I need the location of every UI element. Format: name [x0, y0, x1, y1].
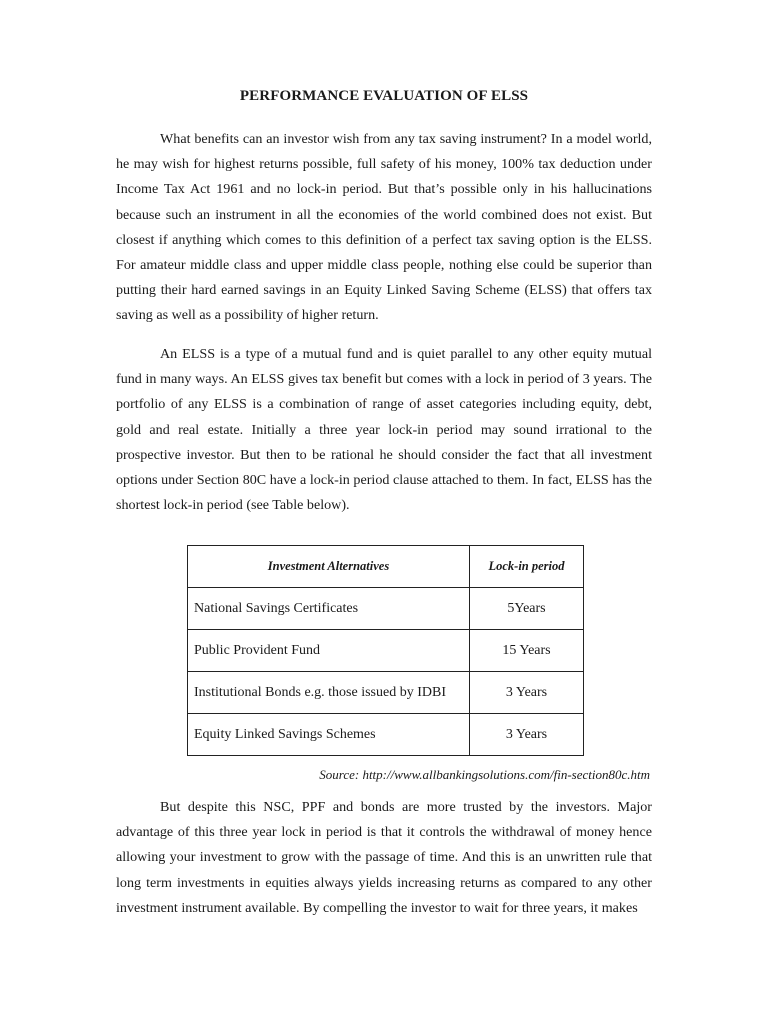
- table-row: [188, 630, 584, 672]
- paragraph-2: An ELSS is a type of a mutual fund and is quiet parallel to any other equity mutual fund in many ways. An ELSS gives tax benefit but comes with a lock in period of 3 years. The portfolio of any ELSS is a combination of range of asset categories including equity, debt, gold and real estate. Initially a three year lock-in period may sound irrational to the prospective investor. But then to be rational he should consider the fact that all investment options under Section 80C have a lock-in period clause attached to them. In fact, ELSS has the shortest lock-in period (see Table below).: [116, 346, 652, 514]
- lock-in-table-container: [187, 545, 584, 756]
- table-row: [188, 588, 584, 630]
- table-header-row: [188, 546, 584, 588]
- cell-lock-in: 15 Years: [470, 630, 584, 672]
- table-row: [188, 714, 584, 756]
- cell-alternative: Equity Linked Savings Schemes: [188, 714, 470, 756]
- cell-lock-in: 5Years: [470, 588, 584, 630]
- lock-in-table: [187, 545, 584, 756]
- table-source-caption: Source: http://www.allbankingsolutions.com/fin-section80c.htm: [319, 767, 650, 782]
- cell-alternative: Institutional Bonds e.g. those issued by IDBI: [188, 672, 470, 714]
- cell-lock-in: 3 Years: [470, 714, 584, 756]
- paragraph-3: But despite this NSC, PPF and bonds are more trusted by the investors. Major advantage of this three year lock in period is that it controls the withdrawal of money hence allowing your investment to grow with the passage of time. And this is an unwritten rule that long term investments in equities always yields increasing returns as compared to any other investment instrument available. By compelling the investor to wait for three years, it makes: [116, 799, 652, 916]
- paragraph-1: What benefits can an investor wish from any tax saving instrument? In a model world, he may wish for highest returns possible, full safety of his money, 100% tax deduction under Income Tax Act 1961 and no lock-in period. But that’s possible only in his hallucinations because such an instrument in all the economies of the world combined does not exist. But closest if anything which comes to this definition of a perfect tax saving option is the ELSS. For amateur middle class and upper middle class people, nothing else could be superior than putting their hard earned savings in an Equity Linked Saving Scheme (ELSS) that offers tax saving as well as a possibility of higher return.: [116, 131, 652, 324]
- cell-lock-in: 3 Years: [470, 672, 584, 714]
- header-investment-alternatives: Investment Alternatives: [188, 546, 470, 588]
- table-row: [188, 672, 584, 714]
- document-title: PERFORMANCE EVALUATION OF ELSS: [239, 88, 529, 104]
- cell-alternative: Public Provident Fund: [188, 630, 470, 672]
- cell-alternative: National Savings Certificates: [188, 588, 470, 630]
- header-lock-in-period: Lock-in period: [470, 546, 584, 588]
